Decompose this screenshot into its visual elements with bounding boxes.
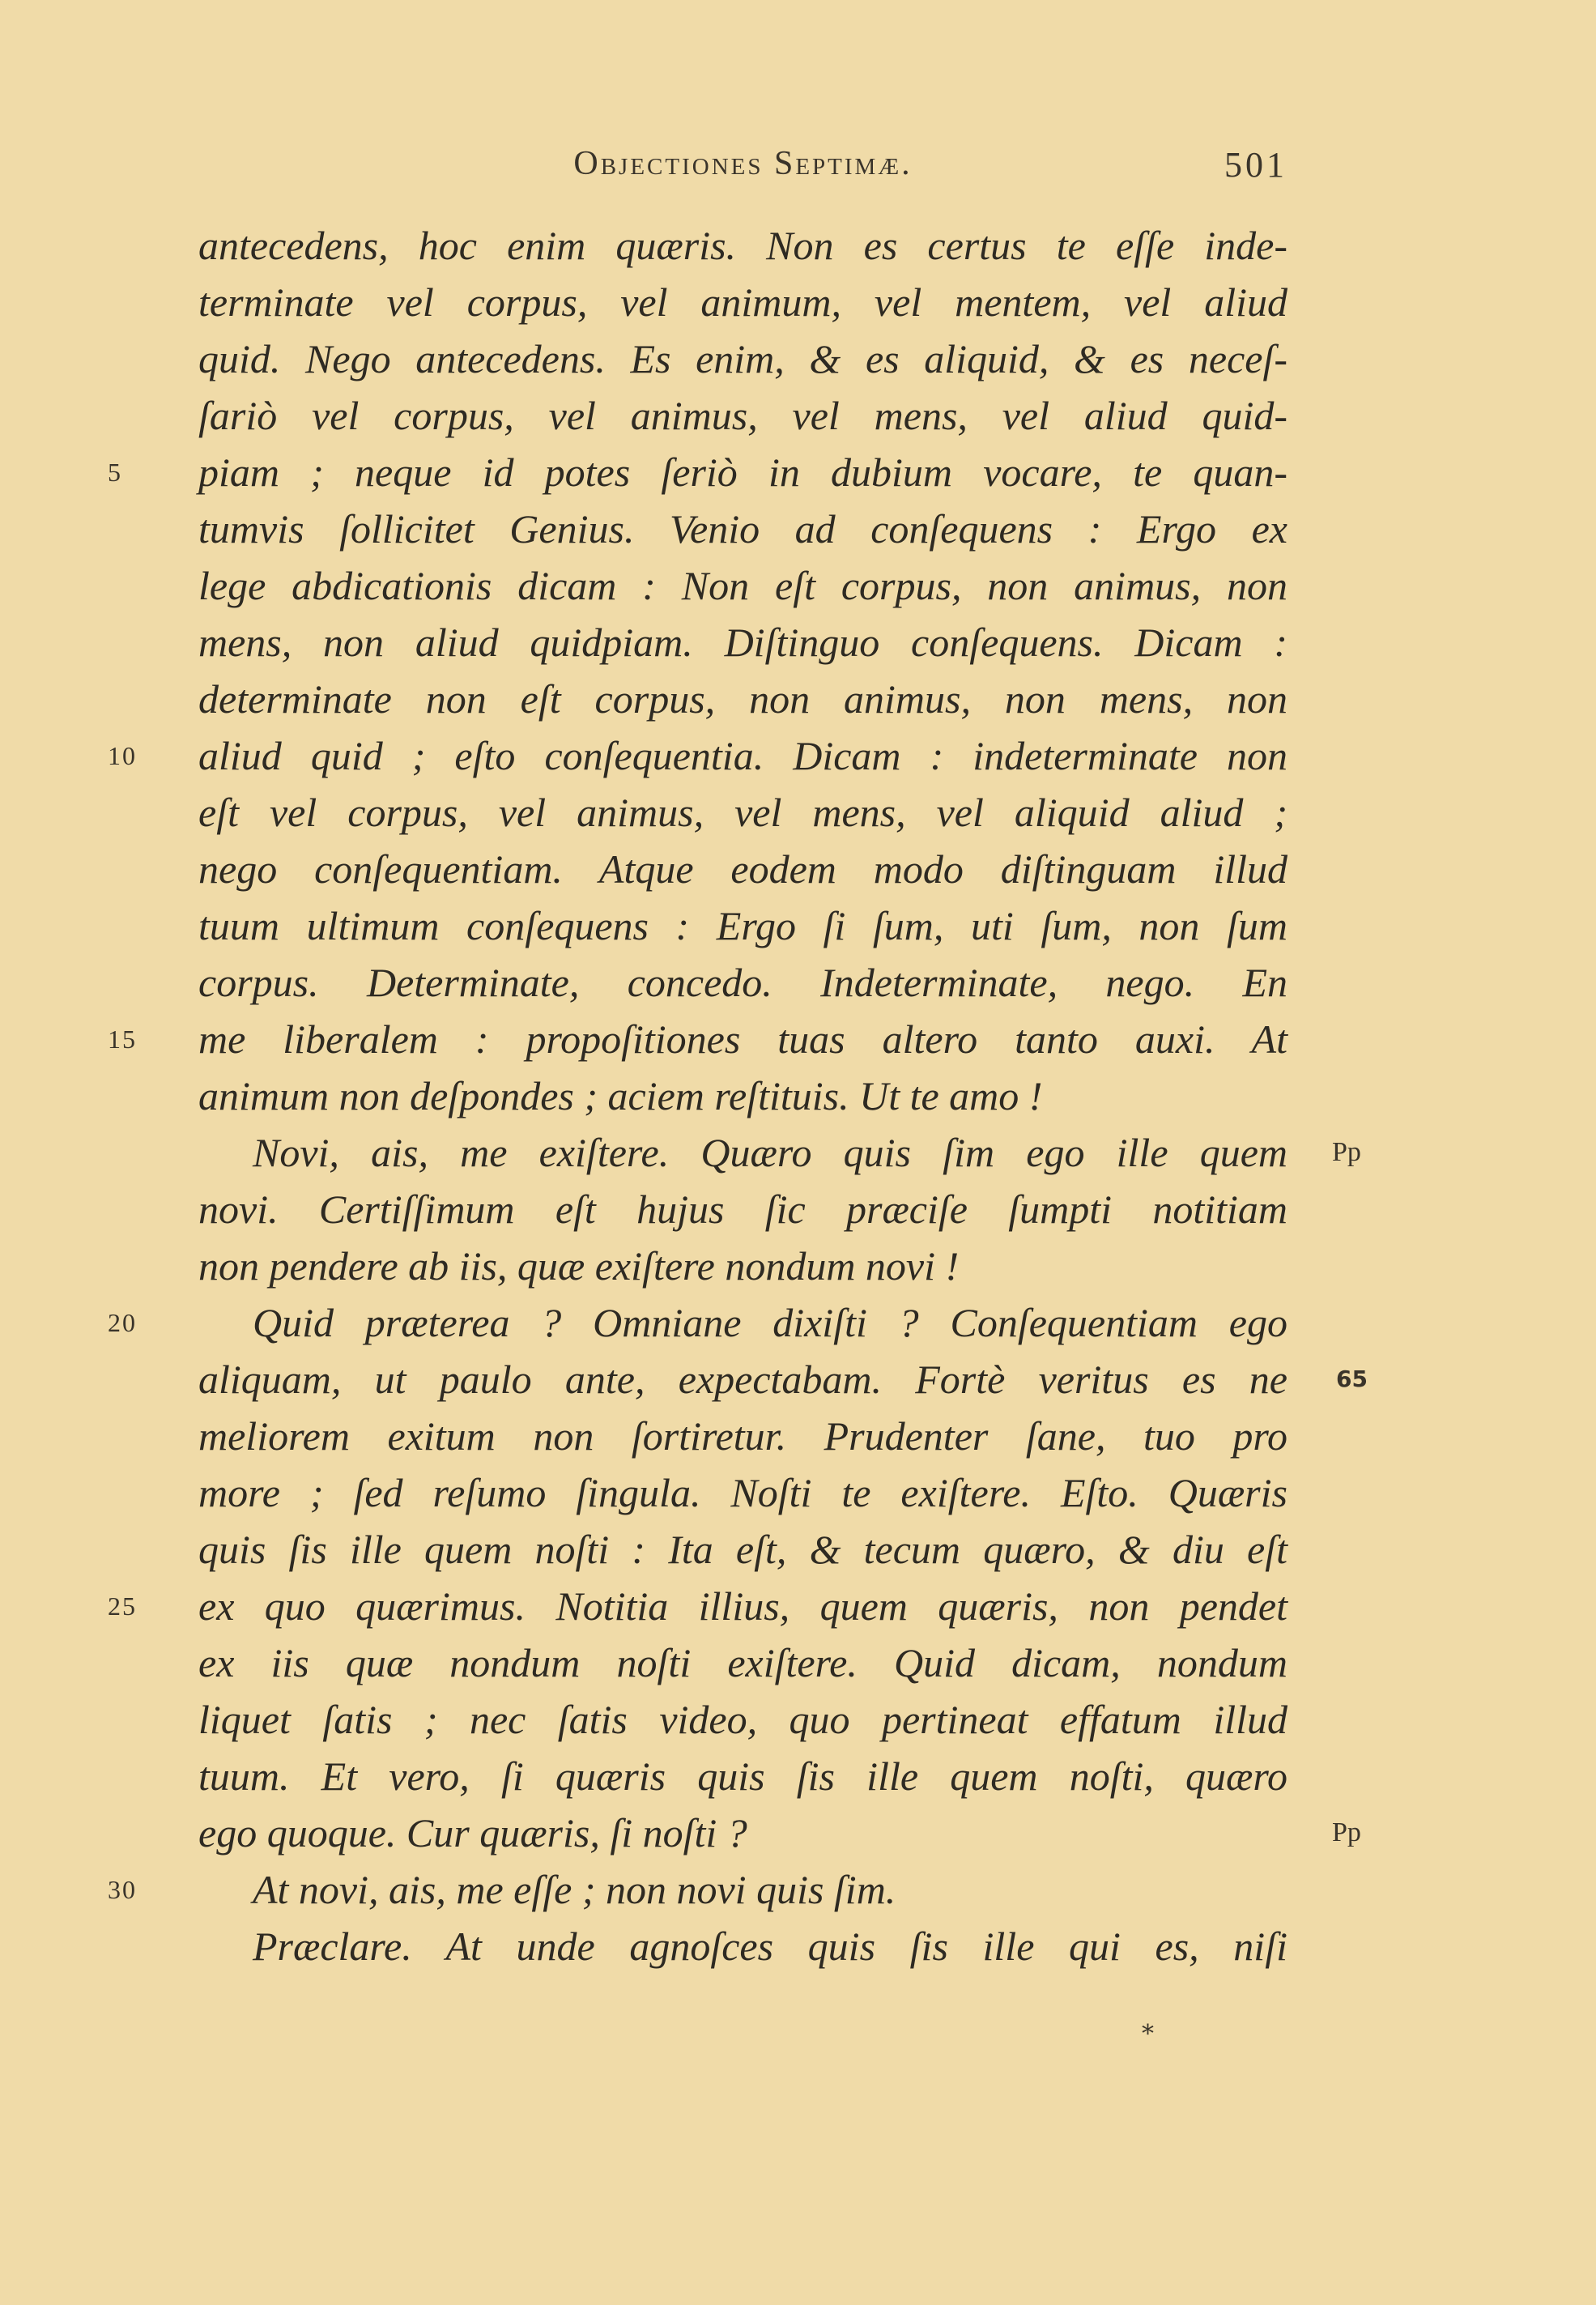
footer-mark: *	[1142, 2020, 1154, 2048]
text-line	[198, 1408, 1287, 1464]
text-line	[108, 727, 1287, 784]
line-text: tumvis ſollicitet Genius. Venio ad conſequens : Ergo ex	[198, 506, 1287, 552]
page-number: 501	[1224, 145, 1287, 185]
line-text: tuum. Et vero, ſi quæris quis ſis ille quem noſti, quæro	[198, 1753, 1287, 1799]
text-line	[198, 897, 1287, 954]
line-text: terminate vel corpus, vel animum, vel mentem, vel aliud	[198, 279, 1287, 325]
line-number: 25	[108, 1591, 137, 1621]
line-text: ex quo quærimus. Notitia illius, quem quæris, non pendet	[198, 1583, 1287, 1629]
line-text: Quid præterea ? Omniane dixiſti ? Conſequentiam ego	[253, 1300, 1287, 1345]
text-line	[108, 1011, 1287, 1067]
line-text: lege abdicationis dicam : Non eſt corpus, non animus, non	[198, 563, 1287, 608]
text-line	[198, 274, 1287, 330]
text-line	[108, 1578, 1287, 1634]
line-text: antecedens, hoc enim quæris. Non es certus te eſſe inde-	[198, 223, 1287, 268]
line-text: liquet ſatis ; nec ſatis video, quo pertineat effatum illud	[198, 1697, 1287, 1742]
running-title: Objectiones Septimæ.	[573, 145, 913, 182]
text-line	[198, 841, 1287, 897]
line-text: non pendere ab iis, quæ exiſtere nondum novi !	[198, 1243, 960, 1289]
text-line	[198, 1351, 1368, 1408]
text-line	[198, 217, 1287, 274]
line-text: quis ſis ille quem noſti : Ita eſt, & tecum quæro, & diu eſt	[198, 1527, 1287, 1572]
margin-note: 65	[1336, 1366, 1368, 1392]
text-line	[198, 1748, 1287, 1804]
line-number: 20	[108, 1308, 137, 1337]
line-number: 10	[108, 741, 137, 770]
line-number: 15	[108, 1025, 137, 1054]
line-text: aliud quid ; eſto conſequentia. Dicam : indeterminate non	[198, 733, 1287, 778]
text-line	[198, 387, 1287, 444]
text-block	[108, 217, 1368, 1975]
text-line	[198, 1804, 1361, 1861]
line-text: nego conſequentiam. Atque eodem modo diſtinguam illud	[198, 846, 1287, 892]
text-line	[198, 614, 1287, 671]
text-line	[198, 1634, 1287, 1691]
line-text: novi. Certiſſimum eſt hujus ſic præciſe ſumpti notitiam	[198, 1187, 1287, 1232]
text-line	[198, 671, 1287, 727]
line-text: determinate non eſt corpus, non animus, non mens, non	[198, 676, 1287, 722]
text-line	[198, 1067, 1287, 1124]
line-text: Novi, ais, me exiſtere. Quæro quis ſim ego ille quem	[253, 1130, 1287, 1175]
line-text: ſariò vel corpus, vel animus, vel mens, vel aliud quid-	[198, 393, 1287, 438]
text-line	[198, 784, 1287, 841]
text-line	[198, 330, 1287, 387]
margin-note: Pp	[1332, 1137, 1361, 1167]
line-text: mens, non aliud quidpiam. Diſtinguo conſequens. Dicam :	[198, 620, 1287, 665]
line-text: corpus. Determinate, concedo. Indeterminate, nego. En	[198, 960, 1287, 1005]
line-text: tuum ultimum conſequens : Ergo ſi ſum, uti ſum, non ſum	[198, 903, 1287, 948]
line-text: ego quoque. Cur quæris, ſi noſti ?	[198, 1810, 747, 1856]
line-text: At novi, ais, me eſſe ; non novi quis ſim.	[253, 1867, 896, 1912]
text-line	[198, 501, 1287, 557]
line-number: 30	[108, 1875, 137, 1904]
text-line	[198, 1521, 1287, 1578]
text-line	[198, 954, 1287, 1011]
text-line	[198, 1691, 1287, 1748]
line-text: ex iis quæ nondum noſti exiſtere. Quid dicam, nondum	[198, 1640, 1287, 1685]
text-line	[108, 1294, 1287, 1351]
text-line	[198, 1464, 1287, 1521]
line-text: me liberalem : propoſitiones tuas altero tanto auxi. At	[198, 1016, 1287, 1062]
line-text: animum non deſpondes ; aciem reſtituis. Ut te amo !	[198, 1073, 1043, 1118]
text-line	[198, 1918, 1287, 1975]
text-line	[198, 557, 1287, 614]
line-number: 5	[108, 458, 122, 487]
text-line	[198, 1124, 1361, 1181]
line-text: Præclare. At unde agnoſces quis ſis ille qui es, niſi	[253, 1924, 1287, 1969]
text-line	[108, 444, 1287, 501]
running-head	[198, 144, 1287, 193]
line-text: eſt vel corpus, vel animus, vel mens, vel aliquid aliud ;	[198, 790, 1287, 835]
line-text: more ; ſed reſumo ſingula. Noſti te exiſtere. Eſto. Quæris	[198, 1470, 1287, 1515]
line-text: meliorem exitum non ſortiretur. Prudenter ſane, tuo pro	[198, 1413, 1287, 1459]
line-text: piam ; neque id potes ſeriò in dubium vocare, te quan-	[198, 449, 1287, 495]
line-text: quid. Nego antecedens. Es enim, & es aliquid, & es neceſ-	[198, 336, 1287, 381]
text-line	[198, 1238, 1287, 1294]
text-line	[108, 1861, 1287, 1918]
text-line	[198, 1181, 1287, 1238]
line-text: aliquam, ut paulo ante, expectabam. Fortè veritus es ne	[198, 1357, 1287, 1402]
margin-note: Pp	[1332, 1817, 1361, 1847]
